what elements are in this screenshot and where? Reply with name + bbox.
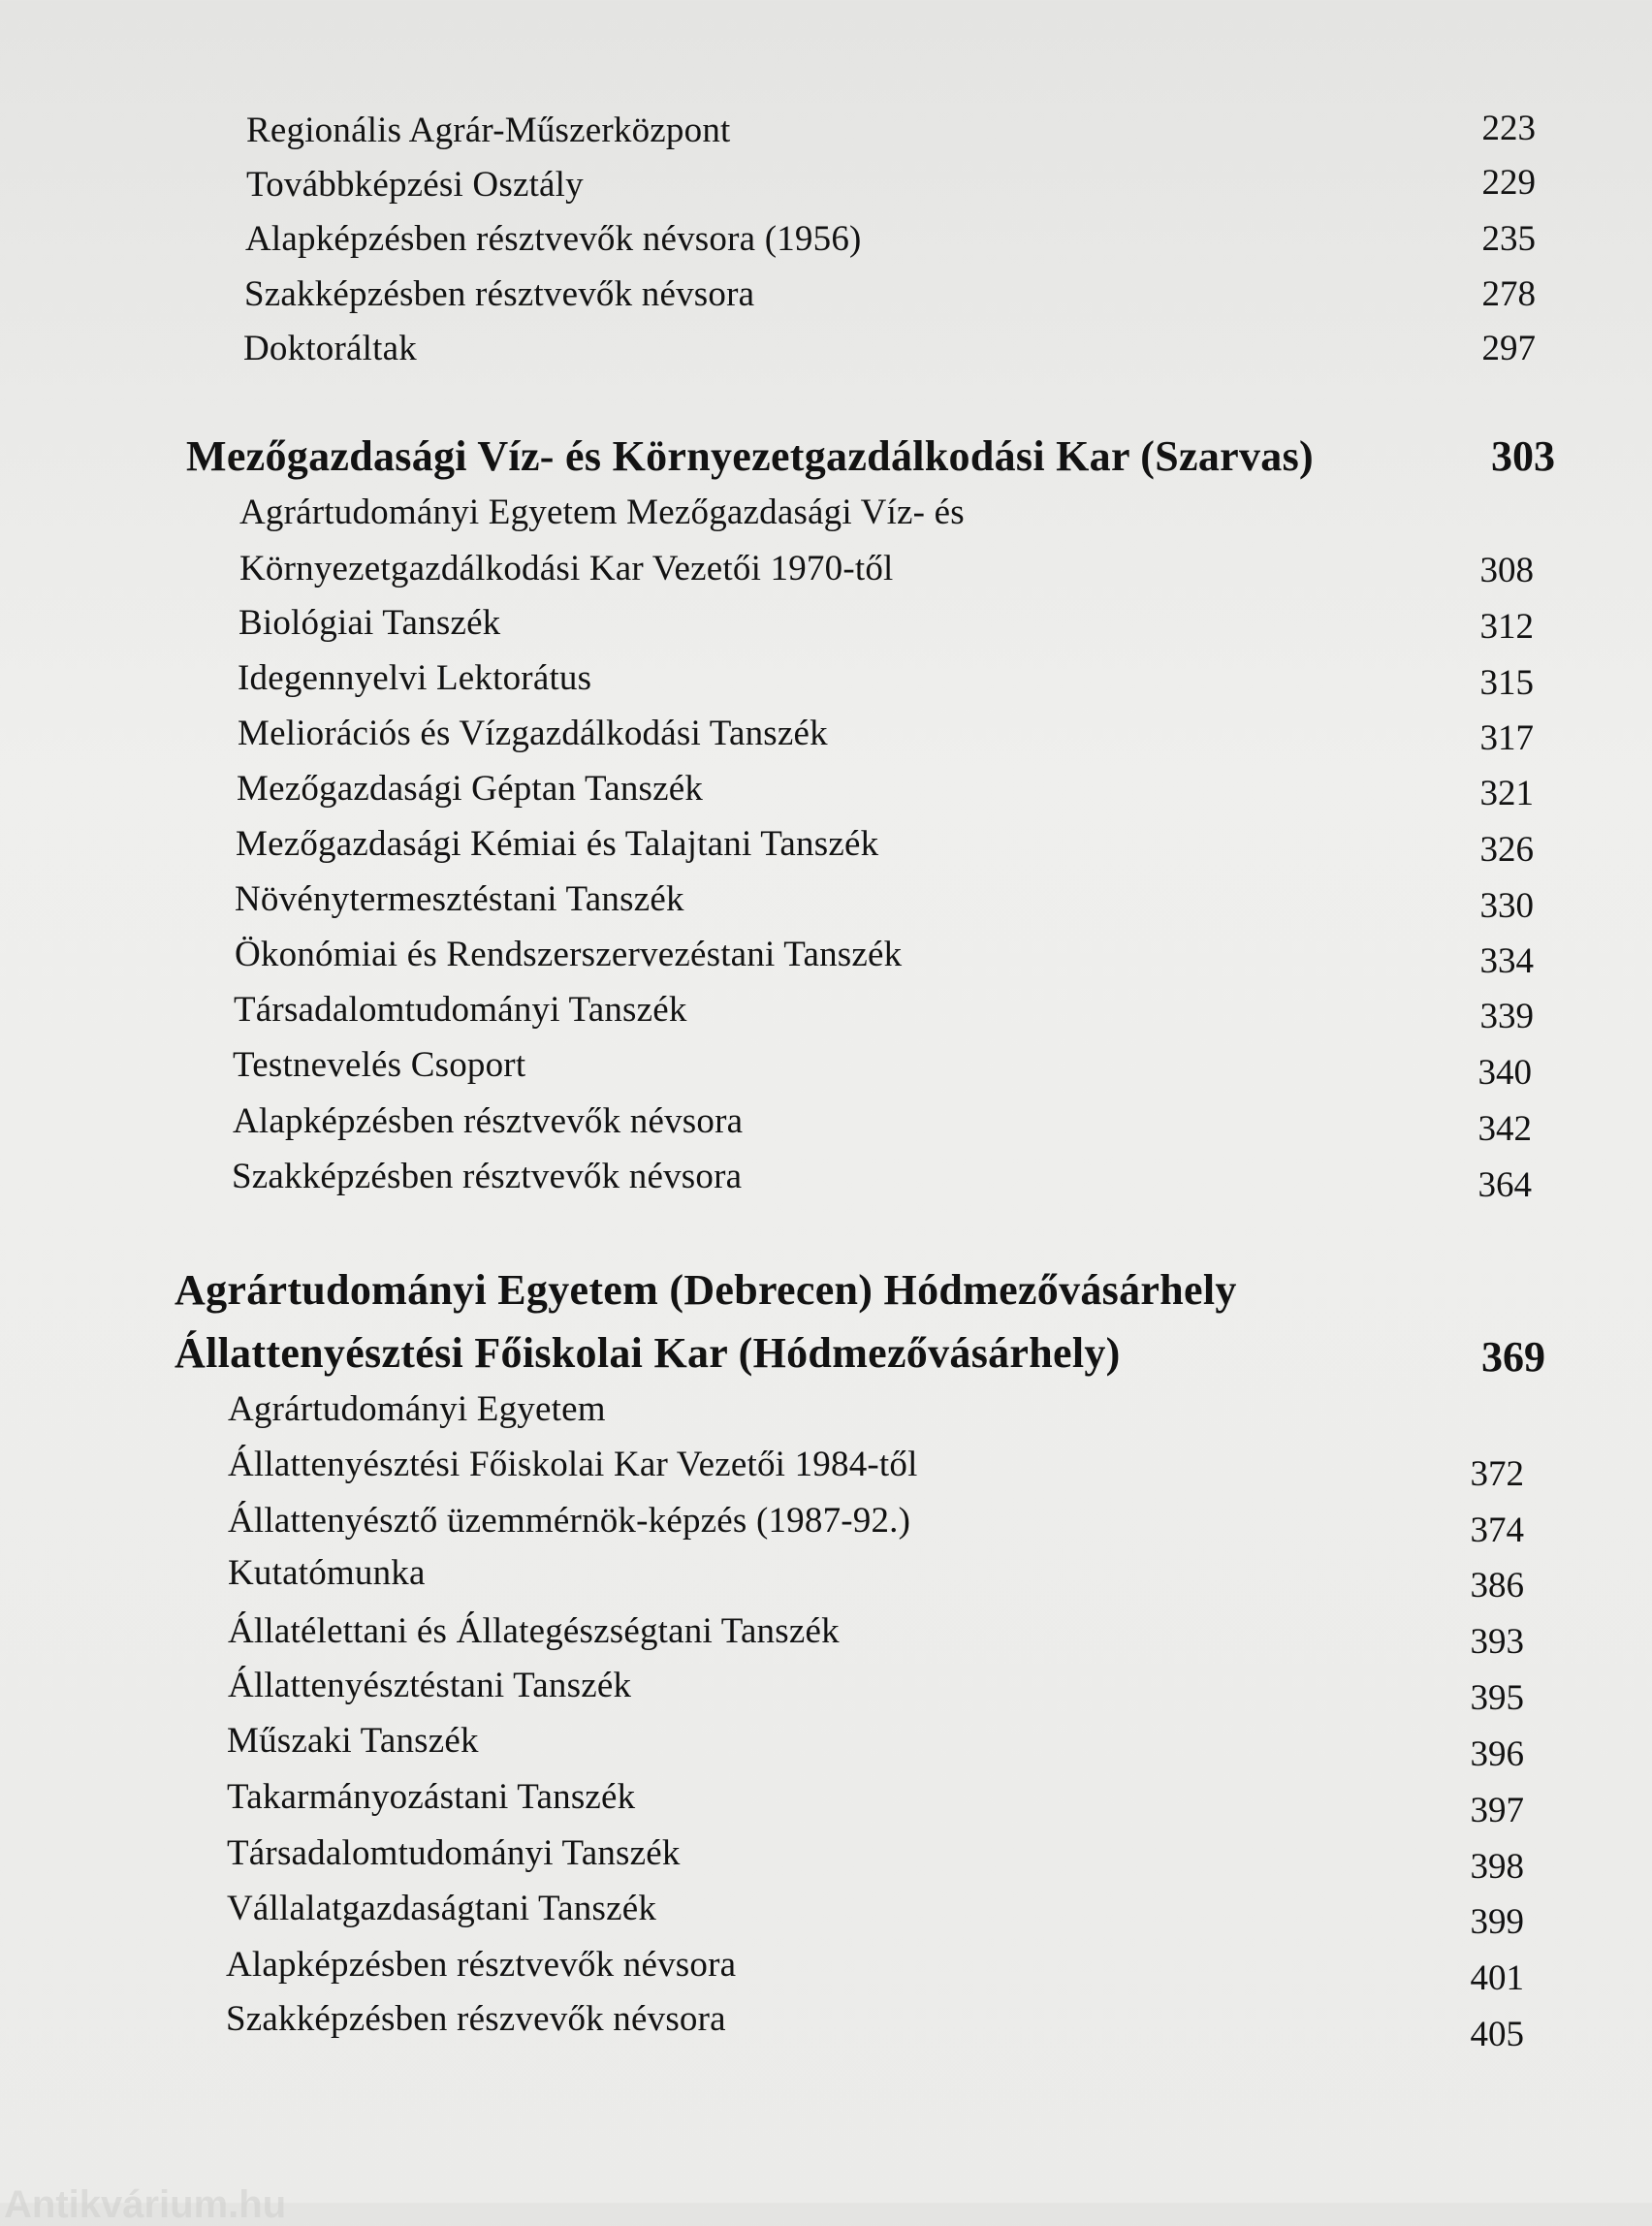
toc-entry-page: 374 xyxy=(1470,1510,1524,1550)
toc-entry-page: 317 xyxy=(1479,718,1534,758)
toc-entry-page: 312 xyxy=(1479,607,1534,647)
toc-entry-title: Alapképzésben résztvevők névsora xyxy=(233,1101,744,1141)
toc-entry-title: Állatélettani és Állategészségtani Tanszék xyxy=(228,1611,840,1651)
toc-entry-title: Kutatómunka xyxy=(228,1553,426,1593)
toc-entry-title: Agrártudományi Egyetem Mezőgazdasági Víz- és xyxy=(239,493,965,532)
toc-entry-page: 399 xyxy=(1470,1902,1524,1942)
section-heading: Állattenyésztési Főiskolai Kar (Hódmezővásárhely) xyxy=(175,1329,1121,1377)
toc-entry-title: Állattenyésztő üzemmérnök-képzés (1987-92.) xyxy=(228,1501,911,1541)
toc-entry-title: Állattenyésztési Főiskolai Kar Vezetői 1984-től xyxy=(228,1445,918,1484)
toc-entry-title: Szakképzésben résztvevők névsora xyxy=(244,274,755,314)
toc-entry-page: 340 xyxy=(1477,1053,1532,1093)
toc-entry-page: 297 xyxy=(1481,329,1536,368)
toc-entry-title: Szakképzésben részvevők névsora xyxy=(226,1999,726,2039)
toc-entry-page: 397 xyxy=(1470,1791,1524,1830)
toc-entry-page: 278 xyxy=(1481,274,1536,314)
toc-entry-page: 342 xyxy=(1477,1109,1532,1149)
toc-entry-page: 223 xyxy=(1481,109,1536,148)
toc-entry-page: 364 xyxy=(1477,1165,1532,1205)
toc-entry-page: 334 xyxy=(1479,941,1534,981)
toc-entry-page: 395 xyxy=(1470,1678,1524,1718)
toc-entry-page: 308 xyxy=(1479,551,1534,590)
toc-entry-title: Mezőgazdasági Géptan Tanszék xyxy=(237,769,704,809)
toc-entry-title: Ökonómiai és Rendszerszervezéstani Tanszék xyxy=(235,935,903,974)
toc-entry-title: Doktoráltak xyxy=(243,329,417,368)
toc-entry-page: 229 xyxy=(1481,163,1536,203)
toc-entry-title: Állattenyésztéstani Tanszék xyxy=(228,1666,632,1705)
toc-entry-title: Alapképzésben résztvevők névsora (1956) xyxy=(245,219,862,259)
toc-entry-title: Mezőgazdasági Kémiai és Talajtani Tanszék xyxy=(236,824,879,864)
toc-entry-page: 396 xyxy=(1470,1734,1524,1774)
toc-entry-title: Továbbképzési Osztály xyxy=(246,165,584,205)
toc-entry-page: 386 xyxy=(1470,1566,1524,1606)
toc-entry-page: 326 xyxy=(1479,830,1534,870)
watermark: Antikvárium.hu xyxy=(4,2183,287,2226)
toc-entry-page: 405 xyxy=(1470,2015,1524,2054)
toc-entry-title: Környezetgazdálkodási Kar Vezetői 1970-től xyxy=(239,549,894,588)
toc-entry-page: 321 xyxy=(1479,774,1534,813)
toc-entry-page: 398 xyxy=(1470,1847,1524,1887)
section-heading-page: 369 xyxy=(1481,1333,1545,1381)
toc-entry-title: Testnevelés Csoport xyxy=(233,1045,526,1085)
toc-entry-title: Társadalomtudományi Tanszék xyxy=(227,1833,681,1873)
toc-entry-page: 315 xyxy=(1479,663,1534,703)
toc-entry-title: Vállalatgazdaságtani Tanszék xyxy=(227,1889,657,1928)
toc-entry-page: 330 xyxy=(1479,886,1534,926)
toc-entry-title: Idegennyelvi Lektorátus xyxy=(238,658,592,698)
toc-entry-title: Regionális Agrár-Műszerközpont xyxy=(246,111,731,150)
section-heading: Mezőgazdasági Víz- és Környezetgazdálkodási Kar (Szarvas) xyxy=(186,432,1314,480)
toc-entry-page: 235 xyxy=(1481,219,1536,259)
toc-entry-page: 372 xyxy=(1470,1454,1524,1494)
toc-entry-page: 393 xyxy=(1470,1622,1524,1662)
toc-entry-title: Agrártudományi Egyetem xyxy=(228,1389,606,1429)
toc-entry-title: Társadalomtudományi Tanszék xyxy=(234,990,687,1030)
toc-entry-title: Növénytermesztéstani Tanszék xyxy=(235,879,684,919)
toc-entry-page: 339 xyxy=(1479,997,1534,1036)
toc-entry-title: Takarmányozástani Tanszék xyxy=(227,1777,636,1817)
section-heading: Agrártudományi Egyetem (Debrecen) Hódmezővásárhely xyxy=(175,1266,1237,1314)
section-heading-page: 303 xyxy=(1491,432,1555,480)
toc-entry-title: Meliorációs és Vízgazdálkodási Tanszék xyxy=(238,714,828,753)
toc-entry-title: Műszaki Tanszék xyxy=(227,1721,479,1761)
toc-entry-title: Alapképzésben résztvevők névsora xyxy=(226,1945,737,1985)
toc-entry-title: Biológiai Tanszék xyxy=(238,603,501,643)
toc-entry-page: 401 xyxy=(1470,1958,1524,1998)
toc-entry-title: Szakképzésben résztvevők névsora xyxy=(232,1157,743,1196)
